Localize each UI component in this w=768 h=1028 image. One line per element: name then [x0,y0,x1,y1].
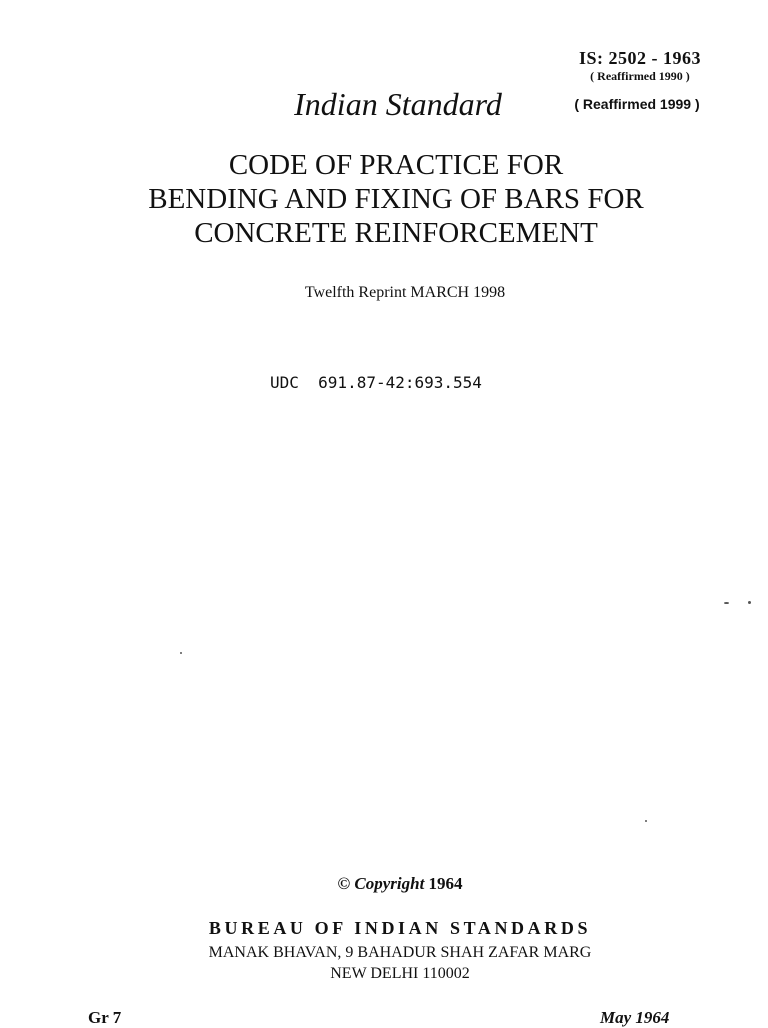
title-line-1: CODE OF PRACTICE FOR [228,149,564,181]
publisher-address-line-1: MANAK BHAVAN, 9 BAHADUR SHAH ZAFAR MARG [208,944,592,961]
standard-number: IS: 2502 - 1963 [578,48,701,68]
copyright-year: 1964 [428,874,463,893]
series-heading: Indian Standard [294,86,502,122]
reaffirmed-1990-note: ( Reaffirmed 1990 ) [590,69,690,83]
scan-speck [748,601,751,604]
copyright-line [250,874,550,894]
reprint-note: Twelfth Reprint MARCH 1998 [304,284,506,301]
udc-code: UDC 691.87-42:693.554 [270,373,482,392]
copyright-symbol-icon: © [337,874,351,893]
copyright-word: Copyright [354,874,425,893]
scan-speck [180,652,182,654]
scan-speck [724,602,729,604]
title-line-2: BENDING AND FIXING OF BARS FOR [148,183,644,215]
scan-speck [645,820,647,822]
document-title [60,148,732,250]
reaffirmed-1999-note: ( Reaffirmed 1999 ) [574,96,700,112]
publisher-address-line-2: NEW DELHI 110002 [330,965,470,982]
publisher-name: BUREAU OF INDIAN STANDARDS [208,918,592,938]
title-line-3: CONCRETE REINFORCEMENT [194,217,598,249]
publication-date: May 1964 [600,1008,670,1027]
price-grade: Gr 7 [88,1008,122,1027]
